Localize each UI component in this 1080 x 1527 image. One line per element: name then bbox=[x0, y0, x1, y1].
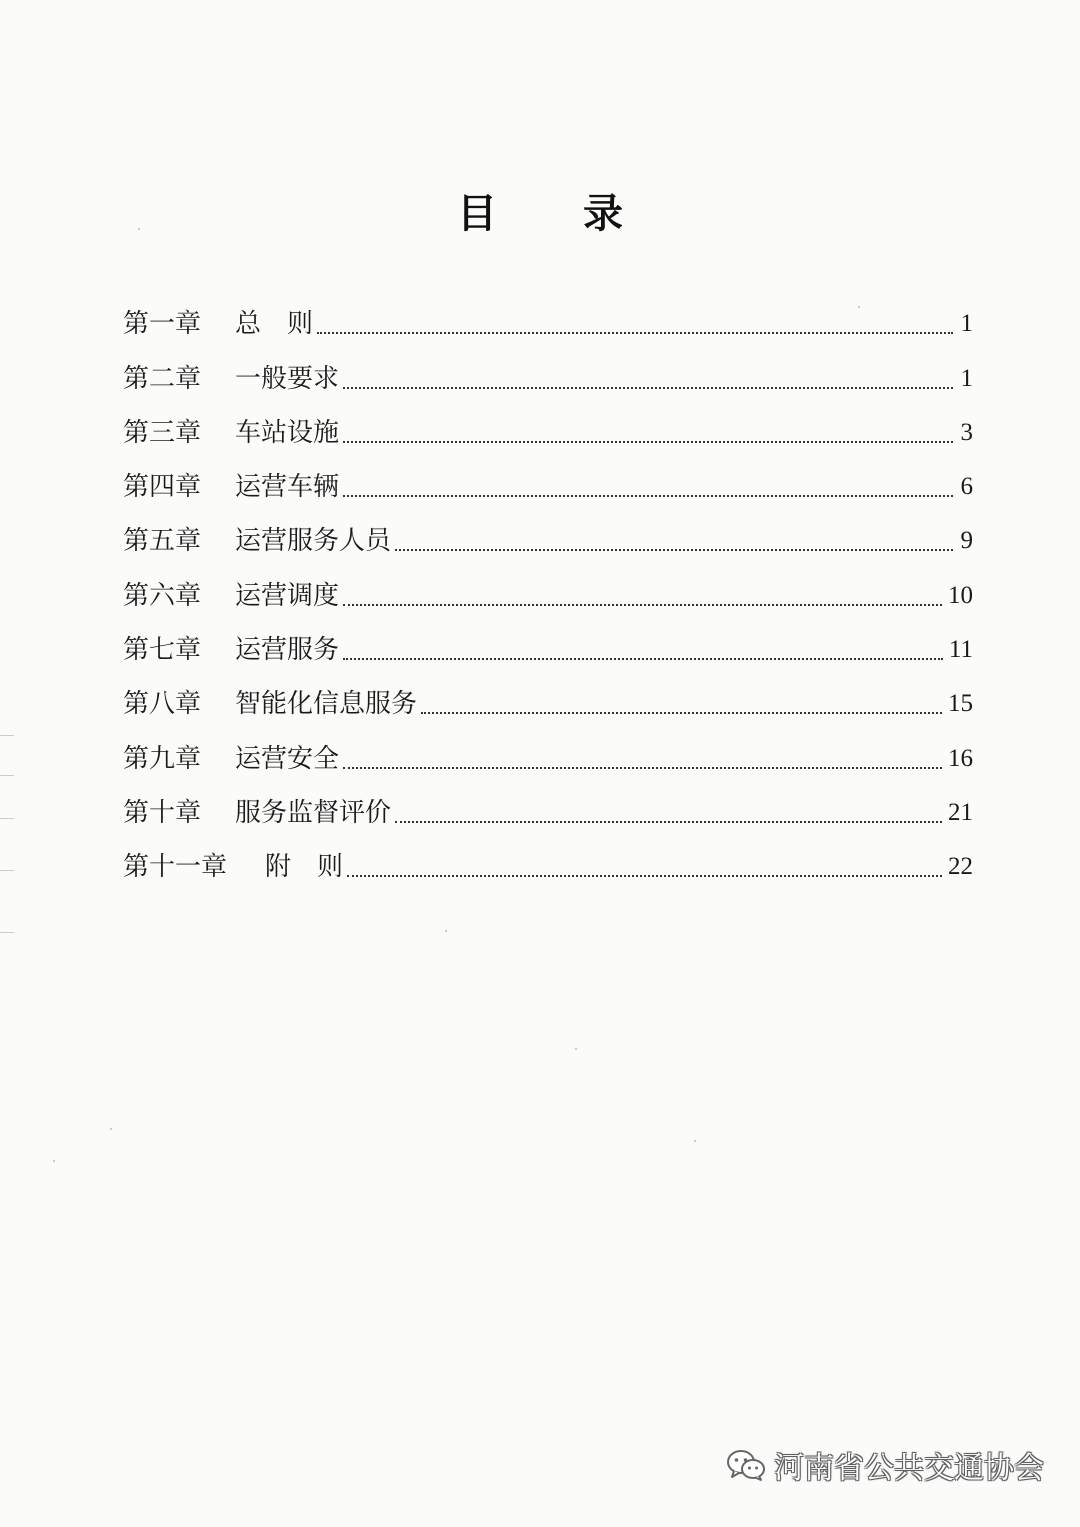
toc-page-number: 9 bbox=[960, 527, 973, 555]
scan-speck bbox=[110, 1128, 112, 1130]
toc-dot-leader bbox=[343, 441, 953, 443]
toc-entry[interactable] bbox=[123, 618, 973, 672]
scan-edge-mark bbox=[0, 818, 14, 819]
toc-entry[interactable] bbox=[123, 346, 973, 400]
toc-chapter-heading: 运营车辆 bbox=[235, 472, 340, 503]
toc-chapter-heading: 运营服务 bbox=[235, 635, 340, 666]
account-watermark bbox=[726, 1443, 1044, 1487]
page-title: 目 录 bbox=[457, 191, 659, 237]
scan-speck bbox=[445, 930, 447, 932]
toc-chapter-number: 第三章 bbox=[123, 417, 202, 448]
watermark-text: 河南省公共交通协会 bbox=[774, 1451, 1044, 1486]
toc-entry[interactable] bbox=[123, 292, 973, 346]
toc-chapter-number: 第二章 bbox=[123, 363, 202, 394]
toc-chapter-heading: 运营服务人员 bbox=[235, 526, 392, 557]
toc-dot-leader bbox=[395, 549, 953, 551]
toc-dot-leader bbox=[343, 495, 953, 497]
toc-page-number: 10 bbox=[948, 581, 973, 609]
toc-dot-leader bbox=[343, 767, 942, 769]
toc-page-number: 22 bbox=[948, 853, 973, 881]
toc-entry[interactable] bbox=[123, 455, 973, 509]
toc-chapter-number: 第九章 bbox=[123, 743, 202, 774]
toc-chapter-heading: 运营调度 bbox=[235, 580, 340, 611]
scan-speck bbox=[575, 1048, 577, 1050]
scan-speck bbox=[53, 1160, 55, 1162]
toc-chapter-heading: 一般要求 bbox=[235, 363, 340, 394]
toc-chapter-number: 第六章 bbox=[123, 580, 202, 611]
scan-speck bbox=[138, 228, 140, 230]
toc-page-number: 16 bbox=[948, 744, 973, 772]
toc-chapter-number: 第八章 bbox=[123, 689, 202, 720]
toc-page-number: 1 bbox=[960, 364, 973, 392]
toc-chapter-heading: 运营安全 bbox=[235, 743, 340, 774]
toc-dot-leader bbox=[347, 875, 942, 877]
toc-page-number: 21 bbox=[948, 798, 973, 826]
toc-page-number: 6 bbox=[960, 473, 973, 501]
toc-chapter-heading: 附 则 bbox=[265, 852, 344, 883]
toc-entry[interactable] bbox=[123, 563, 973, 617]
toc-chapter-heading: 总 则 bbox=[235, 309, 314, 340]
toc-chapter-heading: 服务监督评价 bbox=[235, 797, 392, 828]
scan-edge-mark bbox=[0, 775, 14, 776]
toc-chapter-number: 第七章 bbox=[123, 635, 202, 666]
toc-dot-leader bbox=[343, 604, 942, 606]
toc-chapter-number: 第十一章 bbox=[123, 852, 228, 883]
toc-chapter-number: 第一章 bbox=[123, 309, 202, 340]
toc-dot-leader bbox=[317, 332, 953, 334]
toc-entry[interactable] bbox=[123, 726, 973, 780]
toc-chapter-number: 第五章 bbox=[123, 526, 202, 557]
toc-page-number: 15 bbox=[948, 690, 973, 718]
scan-speck bbox=[694, 1140, 696, 1142]
scan-edge-mark bbox=[0, 735, 14, 736]
toc-page-number: 3 bbox=[960, 418, 973, 446]
toc-chapter-number: 第十章 bbox=[123, 797, 202, 828]
scan-speck bbox=[858, 306, 860, 308]
scan-edge-mark bbox=[0, 932, 14, 933]
toc-entry[interactable] bbox=[123, 835, 973, 889]
toc-entry[interactable] bbox=[123, 781, 973, 835]
toc-chapter-number: 第四章 bbox=[123, 472, 202, 503]
table-of-contents bbox=[123, 292, 973, 889]
toc-chapter-heading: 智能化信息服务 bbox=[235, 689, 418, 720]
toc-dot-leader bbox=[343, 658, 943, 660]
toc-page-number: 11 bbox=[948, 636, 973, 664]
toc-page-number: 1 bbox=[960, 310, 973, 338]
toc-entry[interactable] bbox=[123, 509, 973, 563]
toc-chapter-heading: 车站设施 bbox=[235, 417, 340, 448]
toc-entry[interactable] bbox=[123, 672, 973, 726]
scan-edge-mark bbox=[0, 870, 14, 871]
wechat-icon bbox=[726, 1448, 766, 1482]
toc-entry[interactable] bbox=[123, 401, 973, 455]
toc-dot-leader bbox=[421, 712, 942, 714]
toc-dot-leader bbox=[395, 821, 942, 823]
toc-dot-leader bbox=[343, 387, 953, 389]
